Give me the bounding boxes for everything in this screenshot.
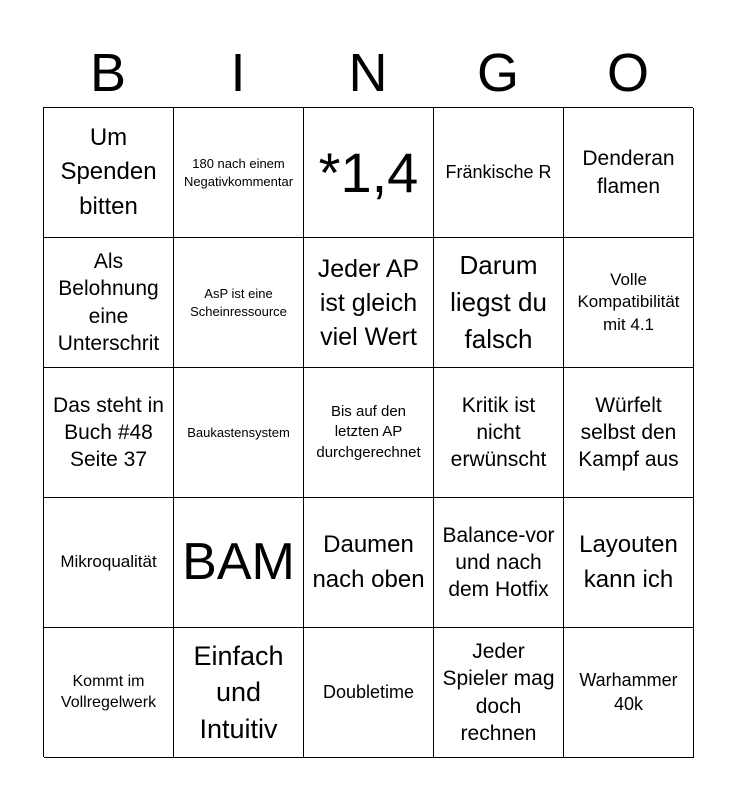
header-letter-o: O	[606, 43, 649, 103]
bingo-cell[interactable]: Als Belohnung eine Unterschrit	[44, 238, 174, 368]
bingo-cell[interactable]: AsP ist eine Scheinressource	[174, 238, 304, 368]
bingo-cell[interactable]: Kommt im Vollregelwerk	[44, 628, 174, 758]
bingo-cell[interactable]: Fränkische R	[434, 108, 564, 238]
bingo-cell[interactable]: Doubletime	[304, 628, 434, 758]
bingo-cell[interactable]: Würfelt selbst den Kampf aus	[564, 368, 694, 498]
bingo-cell[interactable]: Mikroqualität	[44, 498, 174, 628]
bingo-cell[interactable]: Warhammer 40k	[564, 628, 694, 758]
bingo-cell[interactable]: Jeder AP ist gleich viel Wert	[304, 238, 434, 368]
header-letter-n: N	[348, 43, 388, 103]
bingo-cell[interactable]: BAM	[174, 498, 304, 628]
bingo-cell[interactable]: *1,4	[304, 108, 434, 238]
bingo-cell[interactable]: Bis auf den letzten AP durchgerechnet	[304, 368, 434, 498]
bingo-header	[43, 40, 693, 106]
bingo-cell[interactable]: Einfach und Intuitiv	[174, 628, 304, 758]
header-letter-i: I	[230, 43, 246, 103]
bingo-cell[interactable]: Darum liegst du falsch	[434, 238, 564, 368]
bingo-card	[43, 107, 693, 757]
bingo-cell[interactable]: Volle Kompatibilität mit 4.1	[564, 238, 694, 368]
bingo-cell[interactable]: Baukastensystem	[174, 368, 304, 498]
bingo-cell[interactable]: Layouten kann ich	[564, 498, 694, 628]
bingo-cell[interactable]: Das steht in Buch #48 Seite 37	[44, 368, 174, 498]
bingo-cell[interactable]: Balance-vor und nach dem Hotfix	[434, 498, 564, 628]
header-letter-b: B	[89, 43, 127, 103]
bingo-cell[interactable]: Daumen nach oben	[304, 498, 434, 628]
bingo-cell[interactable]: Jeder Spieler mag doch rechnen	[434, 628, 564, 758]
bingo-cell[interactable]: Kritik ist nicht erwünscht	[434, 368, 564, 498]
header-letter-g: G	[476, 43, 519, 103]
bingo-cell[interactable]: Um Spenden bitten	[44, 108, 174, 238]
bingo-cell[interactable]: 180 nach einem Negativkommentar	[174, 108, 304, 238]
bingo-cell[interactable]: Denderan flamen	[564, 108, 694, 238]
